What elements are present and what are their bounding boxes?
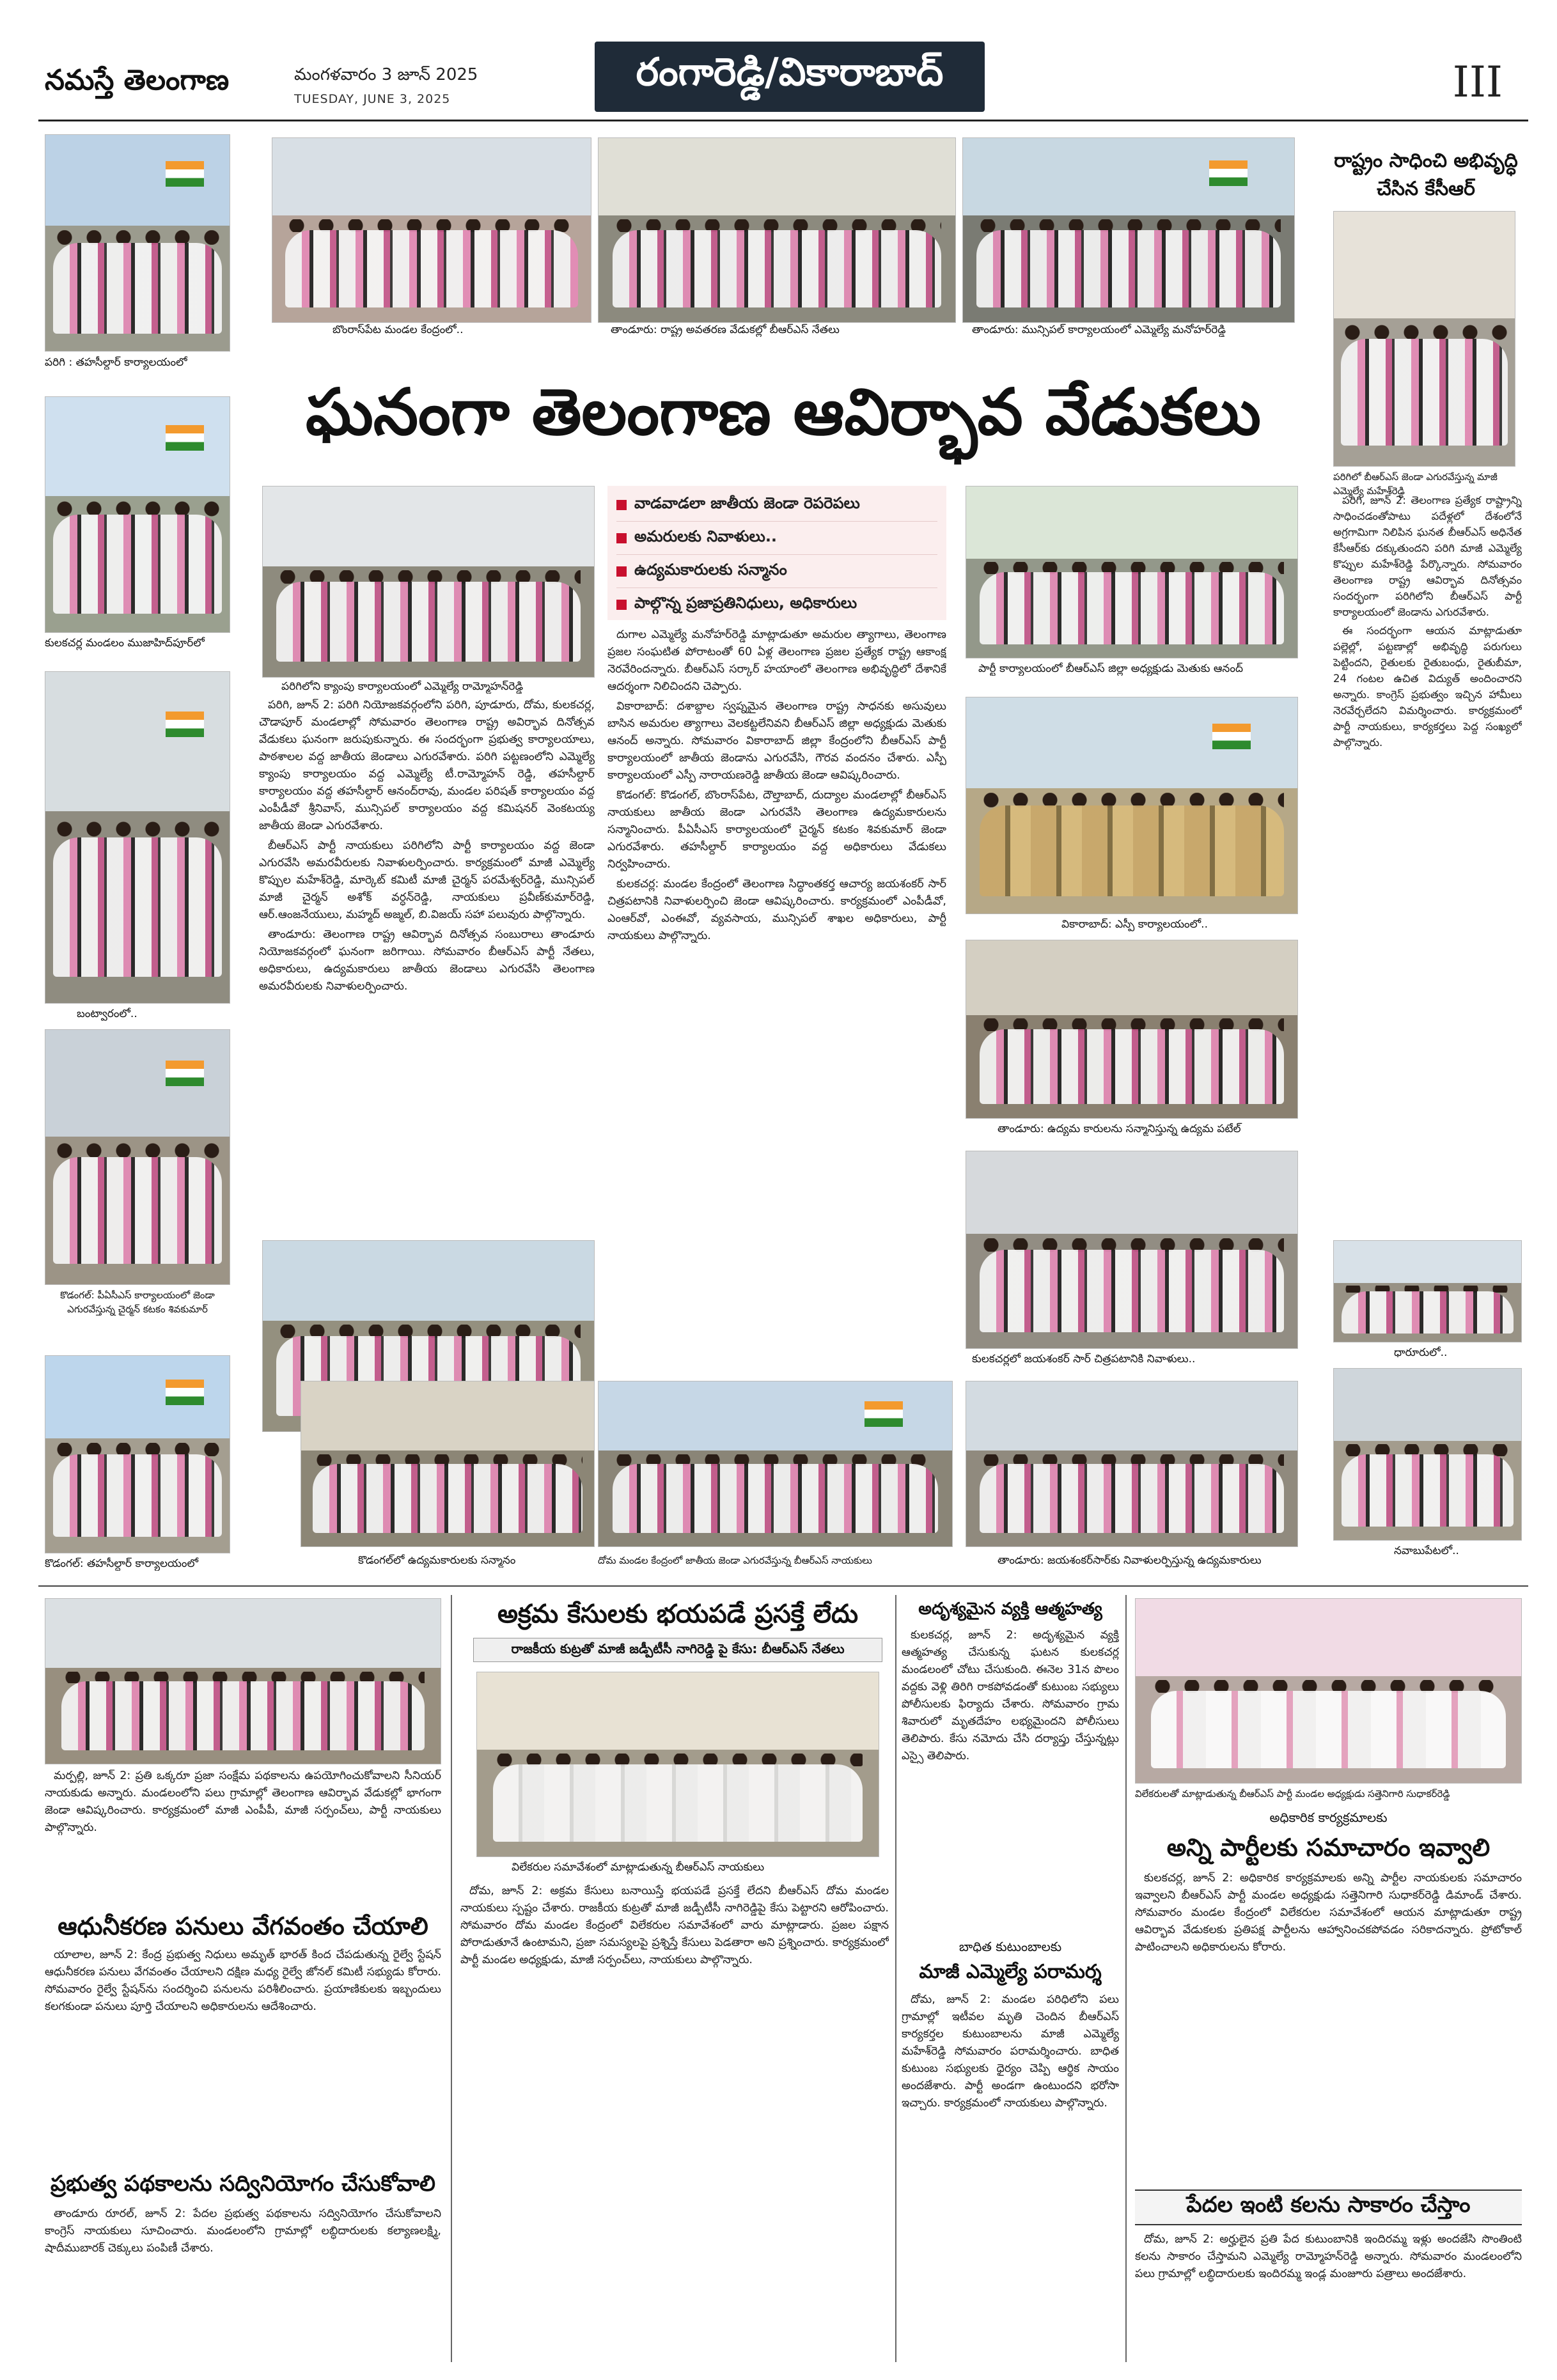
photo-kulkacharla-jayashankar bbox=[966, 1151, 1298, 1349]
photo-tandur-brs bbox=[598, 137, 956, 323]
story3-body: కులకచర్ల, జూన్ 2: అదృశ్యమైన వ్యక్తి ఆత్మహత్య చేసుకున్న ఘటన కులకచర్ల మండలంలో చోటు చేసుకుంది. ఈనెల 31న పొలం వద్దకు వెళ్లి తిరిగి రాకపోవడంతో కుటుంబ సభ్యులు పోలీసులకు ఫిర్యాదు చేశారు. సోమవారం గ్రామ శివారులో మృతదేహం లభ్యమైందని పోలీసులు తెలిపారు. కేసు నమోదు చేసి దర్యాప్తు చేస్తున్నట్లు ఎస్సై తెలిపారు. bbox=[902, 1629, 1119, 1762]
main-article-col1: పరిగి, జూన్ 2: పరిగి నియోజకవర్గంలోని పరిగి, పూడూరు, దోమ, కులకచర్ల, చౌడాపూర్ మండలాల్లో సోమవారం తెలంగాణ రాష్ట్ర అవిర్భావ దినోత్సవ వేడుకలు ఘనంగా జరుపుకున్నారు. ఈ సందర్భంగా ప్రభుత్వ కార్యాలయాలు, పాఠశాలల వద్ద జాతీయ జెండాలు ఎగురవేశారు. పరిగి పట్టణంలోని ఎమ్మెల్యే క్యాంపు కార్యాలయం వద్ద ఎమ్మెల్యే టీ.రామ్మోహన్ రెడ్డి, తహసీల్దార్ కార్యాలయం వద్ద తహసీల్దార్ ఆనంద్‌రావు, మండల పరిషత్ కార్యాలయం వద్ద ఎంపీడీవో శ్రీనివాస్, మున్సిపల్ కార్యాలయం వద్ద కమిషనర్ వెంకటయ్య జాతీయ జెండా ఎగురవేశారు. బీఆర్‌ఎస్ పార్టీ నాయకులు పరిగిలోని పార్టీ కార్యాలయం వద్ద జెండా ఎగురవేసి అమరవీరులకు నివాళులర్పించారు. కార్యక్రమంలో మాజీ ఎమ్మెల్యే కొప్పుల మహేశ్‌రెడ్డి, మార్కెట్ కమిటీ మాజీ చైర్మన్ పరమేశ్వర్‌రెడ్డి, మున్సిపల్ మాజీ చైర్మన్ అశోక్ వర్ధన్‌రెడ్డి, నాయకులు ప్రవీణ్‌కుమార్‌రెడ్డి, ఆర్.ఆంజనేయులు, మహ్మద్ అజ్మల్, బి.విజయ్ సహా పలువురు పాల్గొన్నారు. తాండూరు: తెలంగాణ రాష్ట్ర ఆవిర్భావ దినోత్సవ సంబురాలు తాండూరు నియోజకవర్గంలో ఘనంగా జరిగాయి. సోమవారం బీఆర్‌ఎస్ పార్టీ నేతలు, అధికారులు, ఉద్యమకారులు జాతీయ జెండాలు ఎగురవేసి తెలంగాణ అమరవీరులకు నివాళులర్పించారు. bbox=[259, 699, 595, 993]
photo-dharur bbox=[1333, 1240, 1522, 1342]
story7-headline: ఆధునీకరణ పనులు వేగవంతం చేయాలి bbox=[58, 1912, 428, 1940]
photo-brs-press-meet bbox=[476, 1672, 879, 1857]
photo-tandur-municipal bbox=[962, 137, 1295, 323]
photo-bantwaram bbox=[45, 671, 230, 1004]
main-headline: ఘనంగా తెలంగాణ ఆవిర్భావ వేడుకలు bbox=[306, 375, 1261, 449]
story8-body: తాండూరు రూరల్, జూన్ 2: పేదల ప్రభుత్వ పథకాలను సద్వినియోగం చేసుకోవాలని కాంగ్రెస్ నాయకులు సూచించారు. మండలంలోని గ్రామాల్లో లబ్ధిదారులకు కల్యాణలక్ష్మి, షాదీముబారక్ చెక్కులు పంపిణీ చేశారు. bbox=[45, 2207, 441, 2255]
story3-headline: అదృశ్యమైన వ్యక్తి ఆత్మహత్య bbox=[918, 1599, 1102, 1619]
photo-kulkacharla-mujahidpur bbox=[45, 396, 230, 633]
column-divider bbox=[895, 1595, 896, 2362]
photo-doma-flag bbox=[598, 1381, 953, 1547]
caption: తాండూరు: మున్సిపల్ కార్యాలయంలో ఎమ్మెల్యే మనోహర్‌రెడ్డి bbox=[972, 323, 1226, 336]
story4-headline: మాజీ ఎమ్మెల్యే పరామర్శ bbox=[919, 1961, 1102, 1983]
photo-tandur-jayashankar bbox=[966, 1381, 1298, 1547]
photo-kodangal-pacs bbox=[45, 1029, 230, 1285]
caption: కొడంగల్‌లో ఉద్యమకారులకు సన్మానం bbox=[358, 1554, 516, 1567]
section-divider bbox=[38, 1585, 1528, 1587]
section-banner bbox=[595, 42, 985, 112]
story4-kicker: బాధిత కుటుంబాలకు bbox=[958, 1939, 1062, 1954]
caption: పరిగిలో బీఆర్‌ఎస్ జెండా ఎగురవేస్తున్న మాజీ ఎమ్మెల్యే మహేశ్‌రెడ్డి bbox=[1333, 471, 1498, 497]
caption: కొడంగల్: తహసీల్దార్ కార్యాలయంలో bbox=[45, 1557, 199, 1570]
story8-headline: ప్రభుత్వ పథకాలను సద్వినియోగం చేసుకోవాలి bbox=[51, 2171, 435, 2197]
story7-body: యాలాల, జూన్ 2: కేంద్ర ప్రభుత్వ నిధులు అమృత్ భారత్ కింద చేపడుతున్న రైల్వే స్టేషన్ ఆధునీకరణ పనులు వేగవంతం చేయాలని దక్షిణ మధ్య రైల్వే జోనల్ కమిటీ సభ్యుడు కోరారు. సోమవారం రైల్వే స్టేషన్‌ను సందర్శించి పనులను పరిశీలించారు. ప్రయాణికులకు ఇబ్బందులు కలగకుండా పనులు పూర్తి చేయాలని అధికారులను ఆదేశించారు. bbox=[45, 1948, 441, 2013]
section-title: రంగారెడ్డి/వికారాబాద్ bbox=[636, 50, 944, 95]
photo-district-party-office bbox=[966, 486, 1298, 658]
story6-headline: పేదల ఇంటి కలను సాకారం చేస్తాం bbox=[1186, 2192, 1471, 2218]
story5-kicker: అధికారిక కార్యక్రమాలకు bbox=[1269, 1810, 1388, 1825]
right-article: పరిగి, జూన్ 2: తెలంగాణ ప్రత్యేక రాష్ట్రాన్ని సాధించడంతోపాటు పదేళ్లలో దేశంలోనే అగ్రగామిగా నిలిపిన ఘనత బీఆర్‌ఎస్ అధినేత కేసీఆర్‌కు దక్కుతుందని పరిగి మాజీ ఎమ్మెల్యే కొప్పుల మహేశ్‌రెడ్డి పేర్కొన్నారు. సోమవారం తెలంగాణ రాష్ట్ర ఆవిర్భావ దినోత్సవం సందర్భంగా పరిగిలోని బీఆర్‌ఎస్ పార్టీ కార్యాలయంలో జెండాను ఎగురవేశారు. ఈ సందర్భంగా ఆయన మాట్లాడుతూ పల్లెల్లో, పట్టణాల్లో అభివృద్ధి పరుగులు పెట్టిందని, రైతులకు రైతుబంధు, రైతుబీమా, 24 గంటల ఉచిత విద్యుత్ అందించారని అన్నారు. కాంగ్రెస్ ప్రభుత్వం ఇచ్చిన హామీలు నెరవేర్చలేదని విమర్శించారు. కార్యక్రమంలో పార్టీ నాయకులు, కార్యకర్తలు పెద్ద సంఖ్యలో పాల్గొన్నారు. bbox=[1333, 494, 1522, 749]
photo-bomraspet bbox=[272, 137, 591, 323]
story5-body: కులకచర్ల, జూన్ 2: అధికారిక కార్యక్రమాలకు అన్ని పార్టీల నాయకులకు సమాచారం ఇవ్వాలని బీఆర్‌ఎస్ పార్టీ మండల అధ్యక్షుడు సత్తెనిగారి సుధాకర్‌రెడ్డి డిమాండ్ చేశారు. సోమవారం మండల కేంద్రంలో విలేకరుల సమావేశంలో ఆయన మాట్లాడుతూ రాష్ట్ర ఆవిర్భావ వేడుకలకు ప్రతిపక్ష పార్టీలను ఆహ్వానించకపోవడం సరికాదన్నారు. ప్రోటోకాల్ పాటించాలని అధికారులను కోరారు. bbox=[1135, 1872, 1522, 1954]
photo-pargi-camp-office bbox=[262, 486, 595, 678]
caption: కొడంగల్: పీఏసీఎస్ కార్యాలయంలో జెండా ఎగురవేస్తున్న చైర్మన్ కటకం శివకుమార్ bbox=[60, 1289, 215, 1315]
caption: కులకచర్ల మండలం ముజాహిద్‌పూర్‌లో bbox=[45, 637, 205, 649]
caption: విలేకరుల సమావేశంలో మాట్లాడుతున్న బీఆర్‌ఎస్ నాయకులు bbox=[512, 1861, 765, 1874]
story5-headline: అన్ని పార్టీలకు సమాచారం ఇవ్వాలి bbox=[1166, 1833, 1490, 1862]
column-divider bbox=[451, 1595, 452, 2362]
bullet-item: అమరులకు నివాళులు.. bbox=[616, 522, 937, 555]
story2-headline: అక్రమ కేసులకు భయపడే ప్రసక్తే లేదు bbox=[497, 1599, 859, 1629]
paper-name: నమస్తే తెలంగాణ bbox=[45, 64, 230, 97]
photo-pargi-brs-flag bbox=[1333, 211, 1515, 467]
caption: తాండూరు: ఉద్యమ కారులను సన్మానిస్తున్న ఉద్యమ పటేల్ bbox=[998, 1123, 1241, 1135]
caption: కులకచర్లలో జయశంకర్ సార్ చిత్రపటానికి నివాళులు.. bbox=[972, 1353, 1196, 1365]
bullet-item: పాల్గొన్న ప్రజాప్రతినిధులు, అధికారులు bbox=[616, 588, 937, 621]
caption: ధారూరులో.. bbox=[1394, 1346, 1448, 1359]
story2-subhead-text: రాజకీయ కుట్రతో మాజీ జడ్పీటీసీ నాగిరెడ్డి పై కేసు: బీఆర్‌ఎస్ నేతలు bbox=[511, 1640, 845, 1656]
photo-tandur-activists bbox=[966, 940, 1298, 1119]
story2-subhead bbox=[473, 1638, 882, 1662]
right-headline: రాష్ట్రం సాధించి అభివృద్ధి చేసిన కేసీఆర్ bbox=[1334, 150, 1518, 200]
caption: బొంరాస్‌పేట మండల కేంద్రంలో.. bbox=[333, 323, 464, 336]
photo-kulkacharla-press-meet bbox=[1135, 1598, 1522, 1784]
page-number: III bbox=[1452, 58, 1503, 107]
story9-body: మర్పల్లి, జూన్ 2: ప్రతి ఒక్కరూ ప్రజా సంక్షేమ పథకాలను ఉపయోగించుకోవాలని సీనియర్ నాయకుడు అన్నారు. మండలంలోని పలు గ్రామాల్లో తెలంగాణ ఆవిర్భావ వేడుకల్లో భాగంగా జెండా ఆవిష్కరించారు. కార్యక్రమంలో మాజీ ఎంపీపీ, మాజీ సర్పంచ్‌లు, పార్టీ నాయకులు పాల్గొన్నారు. bbox=[45, 1769, 441, 1834]
photo-nawabpet bbox=[1333, 1368, 1522, 1541]
caption: పరిగిలోని క్యాంపు కార్యాలయంలో ఎమ్మెల్యే రామ్మోహన్‌రెడ్డి bbox=[281, 680, 524, 693]
story6-headline-box bbox=[1135, 2189, 1522, 2225]
caption: పరిగి : తహసీల్దార్ కార్యాలయంలో bbox=[45, 356, 187, 369]
bullet-item: ఉద్యమకారులకు సన్మానం bbox=[616, 555, 937, 588]
bullet-box bbox=[607, 486, 946, 620]
story6-body: దోమ, జూన్ 2: అర్హులైన ప్రతి పేద కుటుంబానికి ఇందిరమ్మ ఇళ్లు అందజేసి సొంతింటి కలను సాకారం చేస్తామని ఎమ్మెల్యే రామ్మోహన్‌రెడ్డి అన్నారు. సోమవారం మండలంలోని పలు గ్రామాల్లో లబ్ధిదారులకు ఇందిరమ్మ ఇండ్ల మంజూరు పత్రాలు అందజేశారు. bbox=[1135, 2233, 1522, 2280]
masthead bbox=[38, 26, 1528, 121]
caption: తాండూరు: జయశంకర్‌సార్‌కు నివాళులర్పిస్తున్న ఉద్యమకారులు bbox=[998, 1554, 1262, 1567]
story4-body: దోమ, జూన్ 2: మండల పరిధిలోని పలు గ్రామాల్లో ఇటీవల మృతి చెందిన బీఆర్‌ఎస్ కార్యకర్తల కుటుంబాలను మాజీ ఎమ్మెల్యే మహేశ్‌రెడ్డి సోమవారం పరామర్శించారు. బాధిత కుటుంబ సభ్యులకు ధైర్యం చెప్పి ఆర్థిక సాయం అందజేశారు. పార్టీ అండగా ఉంటుందని భరోసా ఇచ్చారు. కార్యక్రమంలో నాయకులు పాల్గొన్నారు. bbox=[902, 1993, 1119, 2110]
caption: పార్టీ కార్యాలయంలో బీఆర్‌ఎస్ జిల్లా అధ్యక్షుడు మెతుకు ఆనంద్ bbox=[978, 662, 1243, 675]
photo-vikarabad-sp-office bbox=[966, 697, 1298, 914]
photo-kodangal-meeting bbox=[301, 1381, 595, 1547]
caption: బంట్వారంలో.. bbox=[77, 1007, 137, 1020]
column-divider bbox=[1125, 1595, 1127, 2362]
photo-pargi-tahsildar bbox=[45, 134, 230, 352]
photo-kodangal-tahsildar bbox=[45, 1355, 230, 1553]
bullet-item: వాడవాడలా జాతీయ జెండా రెపరెపలు bbox=[616, 488, 937, 522]
date-telugu: మంగళవారం 3 జూన్ 2025 bbox=[294, 65, 478, 84]
caption: దోమ మండల కేంద్రంలో జాతీయ జెండా ఎగురవేస్తున్న బీఆర్‌ఎస్ నాయకులు bbox=[598, 1555, 872, 1566]
story2-body: దోమ, జూన్ 2: అక్రమ కేసులు బనాయిస్తే భయపడే ప్రసక్తే లేదని బీఆర్‌ఎస్ దోమ మండల నాయకులు స్పష్టం చేశారు. రాజకీయ కుట్రతో మాజీ జడ్పీటీసీ నాగిరెడ్డిపై కేసు పెట్టారని ఆరోపించారు. సోమవారం దోమ మండల కేంద్రంలో విలేకరుల సమావేశంలో వారు మాట్లాడారు. ప్రజల పక్షాన పోరాడుతూనే ఉంటామని, ప్రజా సమస్యలపై ప్రశ్నిస్తే కేసులు పెడతారా అని ప్రశ్నించారు. కార్యక్రమంలో పార్టీ మండల అధ్యక్షుడు, మాజీ సర్పంచ్‌లు, నాయకులు పాల్గొన్నారు. bbox=[460, 1885, 889, 1966]
main-article-col2: దుగాల ఎమ్మెల్యే మనోహర్‌రెడ్డి మాట్లాడుతూ అమరుల త్యాగాలు, తెలంగాణ ప్రజల సంఘటిత పోరాటంతో 60 ఏళ్ల తెలంగాణ ప్రజల ప్రత్యేక రాష్ట్ర ఆకాంక్ష నెరవేరిందన్నారు. బీఆర్‌ఎస్ సర్కార్ హయాంలో తెలంగాణ అభివృద్ధిలో దేశానికే ఆదర్శంగా నిలిచిందని చెప్పారు. వికారాబాద్: దశాబ్దాల స్వప్నమైన తెలంగాణ రాష్ట్ర సాధనకు అసువులు బాసిన అమరుల త్యాగాలు వెలకట్టలేనివని బీఆర్‌ఎస్ జిల్లా అధ్యక్షుడు మెతుకు ఆనంద్ అన్నారు. సోమవారం వికారాబాద్ జిల్లా కేంద్రంలోని బీఆర్‌ఎస్ పార్టీ కార్యాలయంలో జాతీయ జెండాను ఎగురవేసి, గౌరవ వందనం చేశారు. ఎస్పీ కార్యాలయంలో ఎస్పీ నారాయణరెడ్డి జాతీయ జెండా ఆవిష్కరించారు. కొడంగల్: కొడంగల్, బొంరాస్‌పేట, దౌల్తాబాద్, దుద్యాల మండలాల్లో బీఆర్‌ఎస్ నాయకులు జాతీయ జెండా ఎగురవేసి తెలంగాణ ఉద్యమకారులను సన్మానించారు. పీఏసీఎస్ కార్యాలయంలో చైర్మన్ కటకం శివకుమార్ జెండా ఎగురవేశారు. తహసీల్దార్ కార్యాలయం వద్ద అధికారులు వేడుకలు నిర్వహించారు. కులకచర్ల: మండల కేంద్రంలో తెలంగాణ సిద్ధాంతకర్త ఆచార్య జయశంకర్ సార్ చిత్రపటానికి నివాళులర్పించి జెండా ఆవిష్కరించారు. కార్యక్రమంలో ఎంపీడీవో, ఎంఆర్‌వో, ఎంఈవో, వ్యవసాయ, మున్సిపల్ శాఖల అధికారులు, పార్టీ నాయకులు పాల్గొన్నారు. bbox=[607, 628, 946, 942]
photo-marpalli-meeting bbox=[45, 1598, 441, 1764]
date-english: TUESDAY, JUNE 3, 2025 bbox=[294, 92, 451, 106]
caption: తాండూరు: రాష్ట్ర అవతరణ వేడుకల్లో బీఆర్‌ఎస్ నేతలు bbox=[611, 323, 840, 336]
caption: నవాబుపేటలో.. bbox=[1394, 1544, 1459, 1557]
caption: వికారాబాద్: ఎస్పీ కార్యాలయంలో.. bbox=[1061, 918, 1208, 931]
caption: విలేకరులతో మాట్లాడుతున్న బీఆర్‌ఎస్ పార్టీ మండల అధ్యక్షుడు సత్తెనిగారి సుధాకర్‌రెడ్డి bbox=[1135, 1788, 1450, 1800]
